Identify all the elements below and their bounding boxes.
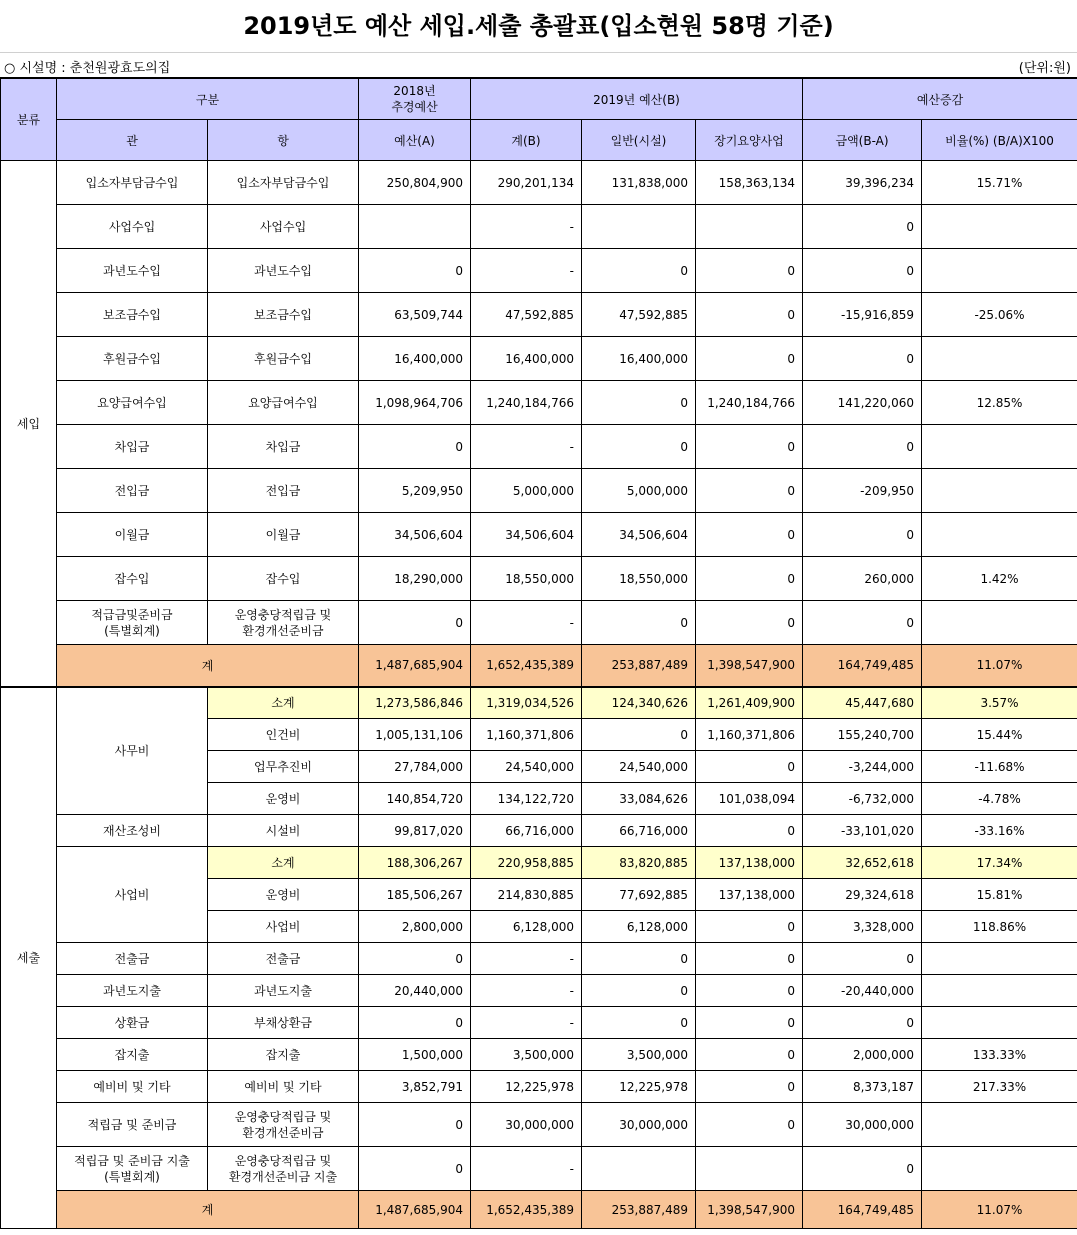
hang-cell: 운영충당적립금 및 환경개선준비금: [208, 1103, 359, 1147]
hang-cell: 전입금: [208, 469, 359, 513]
value-amt: 29,324,618: [803, 879, 922, 911]
value-gen: 24,540,000: [582, 751, 696, 783]
value-ratio: 217.33%: [922, 1071, 1077, 1103]
value-a: 20,440,000: [359, 975, 471, 1007]
value-amt: 39,396,234: [803, 161, 922, 205]
value-gen: 0: [582, 381, 696, 425]
value-gen: 0: [582, 943, 696, 975]
table-row: [1, 1147, 1077, 1191]
value-b: 16,400,000: [471, 337, 582, 381]
value-b: 290,201,134: [471, 161, 582, 205]
value-ratio: [922, 975, 1077, 1007]
value-gen: 0: [582, 249, 696, 293]
hang-cell: 입소자부담금수입: [208, 161, 359, 205]
table-row: [1, 249, 1077, 293]
value-ltc: 0: [696, 557, 803, 601]
value-ltc: 137,138,000: [696, 879, 803, 911]
value-b: 24,540,000: [471, 751, 582, 783]
header-col-ratio: 비율(%) (B/A)X100: [922, 120, 1077, 161]
value-gen: 124,340,626: [582, 687, 696, 719]
hang-cell: 이월금: [208, 513, 359, 557]
table-row: [1, 557, 1077, 601]
value-ltc: 0: [696, 911, 803, 943]
value-a: 140,854,720: [359, 783, 471, 815]
value-b: -: [471, 425, 582, 469]
value-gen: [582, 205, 696, 249]
value-ratio: 11.07%: [922, 645, 1077, 687]
value-ltc: 1,261,409,900: [696, 687, 803, 719]
value-a: 1,487,685,904: [359, 1191, 471, 1229]
value-ltc: 0: [696, 425, 803, 469]
value-b: 18,550,000: [471, 557, 582, 601]
facility-name: ○ 시설명 : 춘천원광효도의집: [4, 61, 171, 76]
gwan-cell: 요양급여수입: [57, 381, 208, 425]
value-a: 3,852,791: [359, 1071, 471, 1103]
value-amt: 8,373,187: [803, 1071, 922, 1103]
value-ratio: [922, 469, 1077, 513]
gwan-cell: 보조금수입: [57, 293, 208, 337]
value-ltc: 0: [696, 337, 803, 381]
value-a: 1,273,586,846: [359, 687, 471, 719]
value-a: 1,487,685,904: [359, 645, 471, 687]
value-ltc: 0: [696, 975, 803, 1007]
table-row: [1, 425, 1077, 469]
hang-cell: 과년도수입: [208, 249, 359, 293]
value-ratio: [922, 337, 1077, 381]
value-b: 12,225,978: [471, 1071, 582, 1103]
value-amt: 164,749,485: [803, 645, 922, 687]
hang-cell: 인건비: [208, 719, 359, 751]
value-a: 27,784,000: [359, 751, 471, 783]
value-a: 1,098,964,706: [359, 381, 471, 425]
value-ratio: 3.57%: [922, 687, 1077, 719]
value-ratio: [922, 1007, 1077, 1039]
gwan-cell: 이월금: [57, 513, 208, 557]
value-gen: 12,225,978: [582, 1071, 696, 1103]
value-ratio: [922, 249, 1077, 293]
hang-cell: 보조금수입: [208, 293, 359, 337]
value-ratio: -25.06%: [922, 293, 1077, 337]
value-b: 6,128,000: [471, 911, 582, 943]
value-b: -: [471, 1007, 582, 1039]
value-amt: 141,220,060: [803, 381, 922, 425]
gwan-cell: 적립금 및 준비금: [57, 1103, 208, 1147]
value-a: 0: [359, 1103, 471, 1147]
hang-cell: 사업수입: [208, 205, 359, 249]
table-row: [1, 645, 1077, 687]
value-a: 34,506,604: [359, 513, 471, 557]
expense-total-label: 계: [57, 1191, 359, 1229]
gwan-cell: 입소자부담금수입: [57, 161, 208, 205]
table-row: [1, 815, 1077, 847]
hang-cell: 잡지출: [208, 1039, 359, 1071]
gwan-office: 사무비: [57, 687, 208, 815]
hang-cell: 예비비 및 기타: [208, 1071, 359, 1103]
header-gubun: 구분: [57, 79, 359, 120]
value-ltc: 0: [696, 815, 803, 847]
value-ltc: 1,398,547,900: [696, 1191, 803, 1229]
hang-cell: 운영비: [208, 879, 359, 911]
value-a: 0: [359, 1147, 471, 1191]
value-ltc: 0: [696, 1103, 803, 1147]
value-a: [359, 205, 471, 249]
gwan-cell: 적급금및준비금 (특별회계): [57, 601, 208, 645]
value-ltc: 0: [696, 1007, 803, 1039]
value-ltc: 0: [696, 1071, 803, 1103]
value-b: -: [471, 943, 582, 975]
header-col-general: 일반(시설): [582, 120, 696, 161]
table-row: [1, 293, 1077, 337]
value-ratio: 11.07%: [922, 1191, 1077, 1229]
value-b: -: [471, 1147, 582, 1191]
value-ratio: 133.33%: [922, 1039, 1077, 1071]
unit-label: (단위:원): [1018, 61, 1071, 76]
value-gen: [582, 1147, 696, 1191]
gwan-project: 사업비: [57, 847, 208, 943]
gwan-cell: 사업수입: [57, 205, 208, 249]
gwan-cell: 과년도지출: [57, 975, 208, 1007]
hang-cell: 전출금: [208, 943, 359, 975]
value-ltc: 158,363,134: [696, 161, 803, 205]
hang-cell: 업무추진비: [208, 751, 359, 783]
value-ratio: [922, 1103, 1077, 1147]
value-ltc: 0: [696, 293, 803, 337]
hang-cell: 사업비: [208, 911, 359, 943]
value-ratio: -33.16%: [922, 815, 1077, 847]
value-ratio: [922, 943, 1077, 975]
value-a: 0: [359, 249, 471, 293]
header-col-ltc: 장기요양사업: [696, 120, 803, 161]
value-amt: 3,328,000: [803, 911, 922, 943]
value-a: 185,506,267: [359, 879, 471, 911]
value-amt: 0: [803, 249, 922, 293]
hang-cell: 소계: [208, 687, 359, 719]
value-ltc: 1,160,371,806: [696, 719, 803, 751]
value-b: 30,000,000: [471, 1103, 582, 1147]
budget-table: [0, 78, 1077, 1229]
gwan-cell: 잡지출: [57, 1039, 208, 1071]
value-ltc: 0: [696, 1039, 803, 1071]
gwan-cell: 적립금 및 준비금 지출 (특별회계): [57, 1147, 208, 1191]
value-b: -: [471, 249, 582, 293]
value-gen: 3,500,000: [582, 1039, 696, 1071]
value-amt: -15,916,859: [803, 293, 922, 337]
value-ltc: 0: [696, 469, 803, 513]
table-row: [1, 337, 1077, 381]
value-b: 1,652,435,389: [471, 1191, 582, 1229]
revenue-total-label: 계: [57, 645, 359, 687]
value-amt: -20,440,000: [803, 975, 922, 1007]
gwan-cell: 전입금: [57, 469, 208, 513]
value-amt: -209,950: [803, 469, 922, 513]
value-ratio: 17.34%: [922, 847, 1077, 879]
value-b: 220,958,885: [471, 847, 582, 879]
value-ratio: 15.44%: [922, 719, 1077, 751]
table-row: [1, 943, 1077, 975]
gwan-property: 재산조성비: [57, 815, 208, 847]
value-b: 3,500,000: [471, 1039, 582, 1071]
value-a: 0: [359, 425, 471, 469]
hang-cell: 잡수입: [208, 557, 359, 601]
gwan-cell: 잡수입: [57, 557, 208, 601]
value-ratio: [922, 205, 1077, 249]
value-a: 0: [359, 1007, 471, 1039]
hang-cell: 운영충당적립금 및 환경개선준비금: [208, 601, 359, 645]
gwan-cell: 예비비 및 기타: [57, 1071, 208, 1103]
value-a: 5,209,950: [359, 469, 471, 513]
value-gen: 0: [582, 601, 696, 645]
value-ratio: [922, 513, 1077, 557]
value-a: 16,400,000: [359, 337, 471, 381]
value-amt: 0: [803, 943, 922, 975]
hang-cell: 운영비: [208, 783, 359, 815]
value-ratio: [922, 601, 1077, 645]
value-a: 63,509,744: [359, 293, 471, 337]
hang-cell: 차입금: [208, 425, 359, 469]
value-gen: 253,887,489: [582, 645, 696, 687]
table-row: [1, 1103, 1077, 1147]
value-gen: 0: [582, 975, 696, 1007]
hang-cell: 부채상환금: [208, 1007, 359, 1039]
table-row: [1, 1191, 1077, 1229]
table-row: [1, 975, 1077, 1007]
value-amt: -3,244,000: [803, 751, 922, 783]
value-gen: 47,592,885: [582, 293, 696, 337]
gwan-cell: 전출금: [57, 943, 208, 975]
category-revenue: 세입: [1, 161, 57, 687]
value-ltc: 1,398,547,900: [696, 645, 803, 687]
value-a: 0: [359, 943, 471, 975]
value-amt: 30,000,000: [803, 1103, 922, 1147]
hang-cell: 소계: [208, 847, 359, 879]
table-row: [1, 381, 1077, 425]
value-gen: 34,506,604: [582, 513, 696, 557]
value-amt: 0: [803, 337, 922, 381]
value-ratio: [922, 425, 1077, 469]
value-b: 47,592,885: [471, 293, 582, 337]
value-ltc: 1,240,184,766: [696, 381, 803, 425]
value-ltc: [696, 1147, 803, 1191]
value-amt: 2,000,000: [803, 1039, 922, 1071]
hang-cell: 시설비: [208, 815, 359, 847]
value-ratio: 15.71%: [922, 161, 1077, 205]
value-a: 99,817,020: [359, 815, 471, 847]
value-ratio: 1.42%: [922, 557, 1077, 601]
value-ltc: 0: [696, 513, 803, 557]
value-amt: 155,240,700: [803, 719, 922, 751]
gwan-cell: 차입금: [57, 425, 208, 469]
value-amt: 0: [803, 1007, 922, 1039]
value-a: 2,800,000: [359, 911, 471, 943]
table-row: [1, 687, 1077, 719]
value-gen: 16,400,000: [582, 337, 696, 381]
value-ratio: 15.81%: [922, 879, 1077, 911]
value-ltc: 137,138,000: [696, 847, 803, 879]
value-amt: 0: [803, 425, 922, 469]
value-ltc: [696, 205, 803, 249]
category-expense: 세출: [1, 687, 57, 1229]
header-col-a: 예산(A): [359, 120, 471, 161]
table-row: [1, 847, 1077, 879]
value-gen: 83,820,885: [582, 847, 696, 879]
header-col-amount: 금액(B-A): [803, 120, 922, 161]
table-row: [1, 205, 1077, 249]
value-ratio: 118.86%: [922, 911, 1077, 943]
value-ltc: 0: [696, 249, 803, 293]
gwan-cell: 과년도수입: [57, 249, 208, 293]
value-ratio: [922, 1147, 1077, 1191]
header-hang: 항: [208, 120, 359, 161]
value-ltc: 0: [696, 601, 803, 645]
value-b: -: [471, 601, 582, 645]
value-gen: 66,716,000: [582, 815, 696, 847]
header-col-b: 계(B): [471, 120, 582, 161]
page-title: 2019년도 예산 세입.세출 총괄표(입소현원 58명 기준): [0, 0, 1077, 53]
hang-cell: 후원금수입: [208, 337, 359, 381]
value-gen: 33,084,626: [582, 783, 696, 815]
value-gen: 253,887,489: [582, 1191, 696, 1229]
gwan-cell: 후원금수입: [57, 337, 208, 381]
value-b: 1,240,184,766: [471, 381, 582, 425]
value-b: -: [471, 205, 582, 249]
value-gen: 0: [582, 1007, 696, 1039]
table-row: [1, 469, 1077, 513]
value-ltc: 101,038,094: [696, 783, 803, 815]
value-ratio: -4.78%: [922, 783, 1077, 815]
value-gen: 30,000,000: [582, 1103, 696, 1147]
value-a: 250,804,900: [359, 161, 471, 205]
value-a: 1,005,131,106: [359, 719, 471, 751]
header-gwan: 관: [57, 120, 208, 161]
value-b: 134,122,720: [471, 783, 582, 815]
value-a: 0: [359, 601, 471, 645]
table-row: [1, 161, 1077, 205]
value-amt: 0: [803, 601, 922, 645]
table-row: [1, 513, 1077, 557]
value-amt: -6,732,000: [803, 783, 922, 815]
value-amt: 32,652,618: [803, 847, 922, 879]
hang-cell: 과년도지출: [208, 975, 359, 1007]
value-b: 1,319,034,526: [471, 687, 582, 719]
header-category: 분류: [1, 79, 57, 161]
value-amt: 0: [803, 205, 922, 249]
value-a: 18,290,000: [359, 557, 471, 601]
value-gen: 0: [582, 719, 696, 751]
hang-cell: 요양급여수입: [208, 381, 359, 425]
info-bar: [0, 53, 1077, 78]
value-gen: 131,838,000: [582, 161, 696, 205]
value-amt: 0: [803, 1147, 922, 1191]
value-amt: 45,447,680: [803, 687, 922, 719]
table-row: [1, 1039, 1077, 1071]
value-a: 188,306,267: [359, 847, 471, 879]
value-amt: 164,749,485: [803, 1191, 922, 1229]
value-gen: 5,000,000: [582, 469, 696, 513]
value-b: 5,000,000: [471, 469, 582, 513]
value-gen: 0: [582, 425, 696, 469]
value-b: 34,506,604: [471, 513, 582, 557]
table-row: [1, 1071, 1077, 1103]
value-amt: 260,000: [803, 557, 922, 601]
value-b: 1,160,371,806: [471, 719, 582, 751]
table-row: [1, 601, 1077, 645]
value-ratio: -11.68%: [922, 751, 1077, 783]
value-b: 1,652,435,389: [471, 645, 582, 687]
header-prev-year: 2018년 추경예산: [359, 79, 471, 120]
value-a: 1,500,000: [359, 1039, 471, 1071]
value-gen: 77,692,885: [582, 879, 696, 911]
value-ltc: 0: [696, 943, 803, 975]
value-gen: 6,128,000: [582, 911, 696, 943]
gwan-cell: 상환금: [57, 1007, 208, 1039]
table-row: [1, 1007, 1077, 1039]
header-change: 예산증감: [803, 79, 1077, 120]
value-gen: 18,550,000: [582, 557, 696, 601]
value-amt: -33,101,020: [803, 815, 922, 847]
value-b: 214,830,885: [471, 879, 582, 911]
value-ltc: 0: [696, 751, 803, 783]
value-b: 66,716,000: [471, 815, 582, 847]
value-ratio: 12.85%: [922, 381, 1077, 425]
header-budget-2019: 2019년 예산(B): [471, 79, 803, 120]
value-amt: 0: [803, 513, 922, 557]
value-b: -: [471, 975, 582, 1007]
hang-cell: 운영충당적립금 및 환경개선준비금 지출: [208, 1147, 359, 1191]
